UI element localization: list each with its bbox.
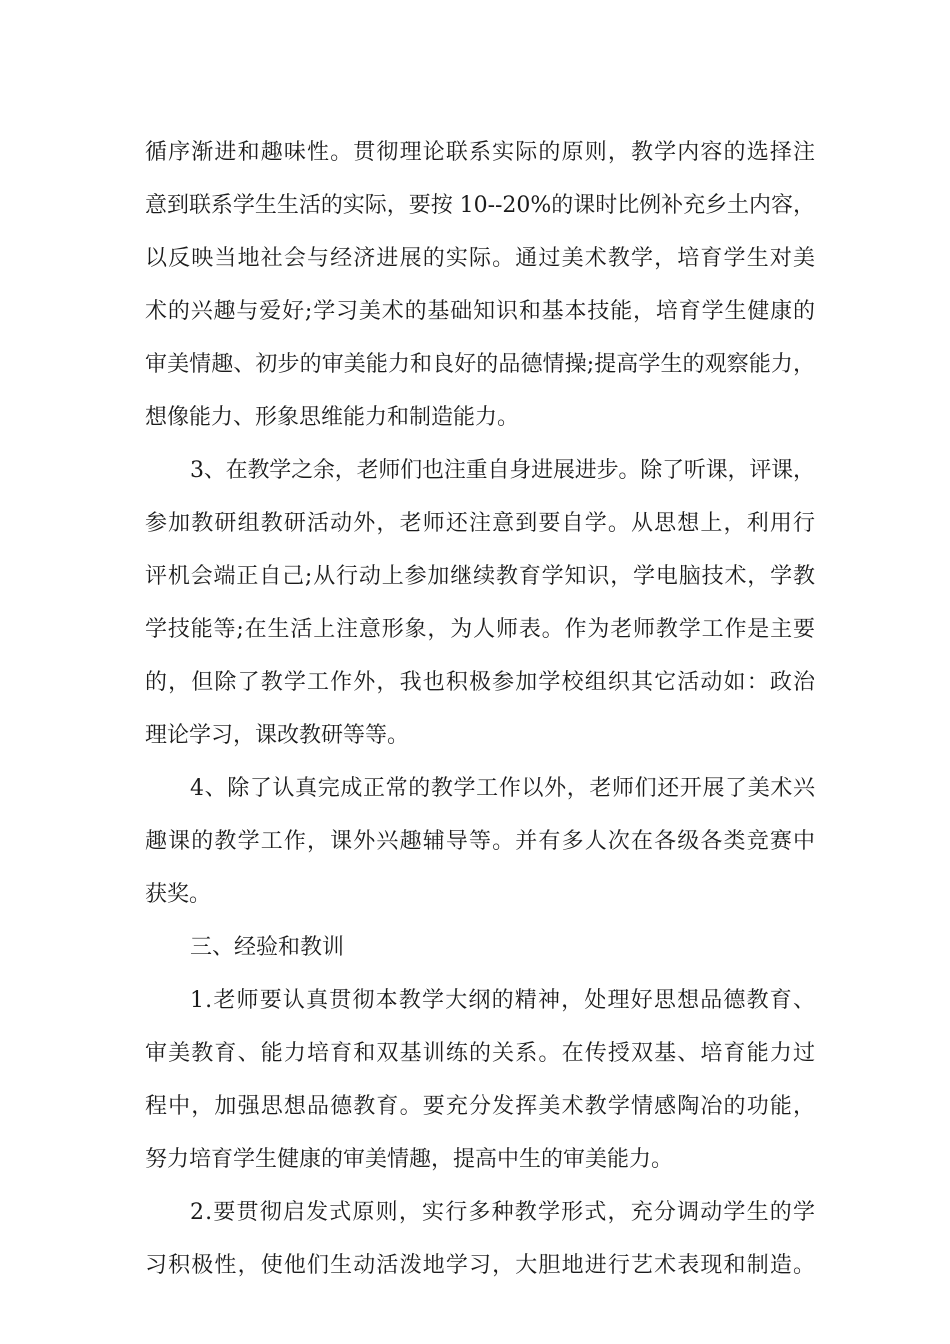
text-line: 趣课的教学工作，课外兴趣辅导等。并有多人次在各级各类竞赛中 xyxy=(145,829,817,854)
text-line: 获奖。 xyxy=(145,882,212,907)
paragraph-4-first-line: 4、除了认真完成正常的教学工作以外，老师们还开展了美术兴 xyxy=(190,776,816,801)
item-2-first-line: 2.要贯彻启发式原则，实行多种教学形式，充分调动学生的学 xyxy=(190,1200,817,1225)
text-line: 以反映当地社会与经济进展的实际。通过美术教学，培育学生对美 xyxy=(145,246,817,271)
item-1-first-line: 1.老师要认真贯彻本教学大纲的精神，处理好思想品德教育、 xyxy=(190,988,817,1013)
text-line: 术的兴趣与爱好;学习美术的基础知识和基本技能，培育学生健康的 xyxy=(145,299,816,324)
text-line: 学技能等;在生活上注意形象，为人师表。作为老师教学工作是主要 xyxy=(145,617,816,642)
text-line: 循序渐进和趣味性。贯彻理论联系实际的原则，教学内容的选择注 xyxy=(145,140,817,165)
text-line: 习积极性，使他们生动活泼地学习，大胆地进行艺术表现和制造。 xyxy=(145,1253,817,1278)
text-line: 审美教育、能力培育和双基训练的关系。在传授双基、培育能力过 xyxy=(145,1041,817,1066)
text-line: 想像能力、形象思维能力和制造能力。 xyxy=(145,405,520,430)
text-line: 参加教研组教研活动外，老师还注意到要自学。从思想上，利用行 xyxy=(145,511,817,536)
text-line: 的，但除了教学工作外，我也积极参加学校组织其它活动如：政治 xyxy=(145,670,817,695)
section-heading: 三、经验和教训 xyxy=(190,935,345,960)
text-line: 审美情趣、初步的审美能力和良好的品德情操;提高学生的观察能力， xyxy=(145,352,816,377)
text-line: 努力培育学生健康的审美情趣，提高中生的审美能力。 xyxy=(145,1147,674,1172)
text-line: 意到联系学生生活的实际，要按 10--20%的课时比例补充乡土内容， xyxy=(145,193,815,218)
text-line: 程中，加强思想品德教育。要充分发挥美术教学情感陶冶的功能， xyxy=(145,1094,817,1119)
text-line: 理论学习，课改教研等等。 xyxy=(145,723,410,748)
text-line: 评机会端正自己;从行动上参加继续教育学知识，学电脑技术，学教 xyxy=(145,564,816,589)
paragraph-3-first-line: 3、在教学之余，老师们也注重自身进展进步。除了听课，评课， xyxy=(190,458,815,483)
